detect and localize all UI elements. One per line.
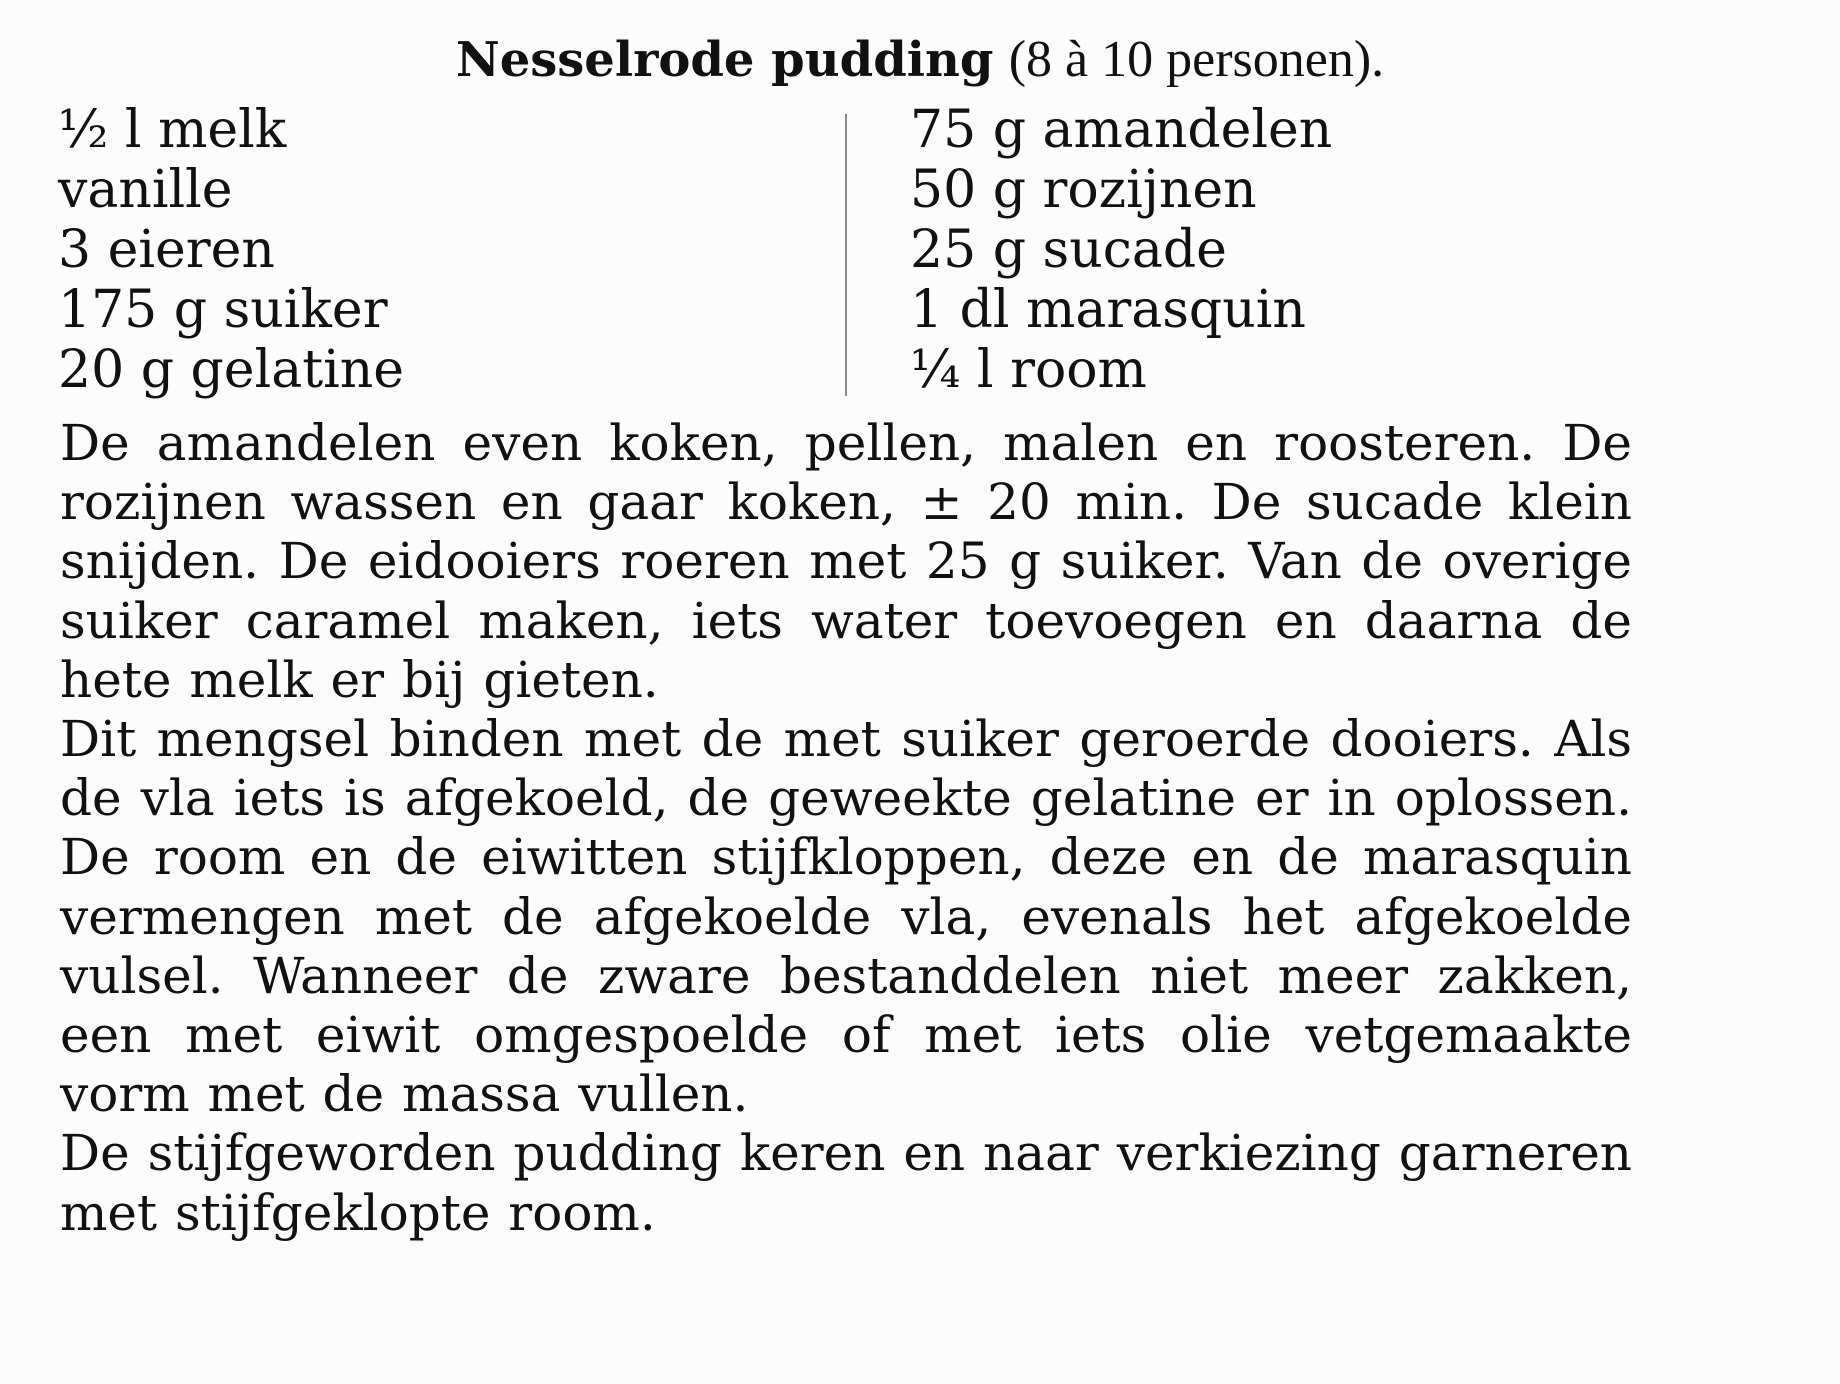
- column-divider: [845, 114, 847, 396]
- ingredient-column-right: [910, 100, 1332, 400]
- ingredient-item: 75 g amandelen: [910, 100, 1333, 160]
- ingredient-item: 20 g gelatine: [58, 340, 404, 400]
- ingredient-item: 25 g sucade: [910, 220, 1227, 280]
- ingredient-item: vanille: [58, 160, 233, 220]
- recipe-title: [0, 20, 1840, 100]
- recipe-servings: (8 à 10 personen).: [1008, 31, 1385, 88]
- ingredient-item: ½ l melk: [58, 100, 287, 160]
- ingredient-column-left: [58, 100, 404, 400]
- ingredient-item: 1 dl marasquin: [910, 280, 1306, 340]
- recipe-name: Nesselrode pudding: [455, 32, 994, 88]
- instruction-paragraph: De stijfgeworden pudding keren en naar verkiezing garneren met stijfgeklopte room.: [60, 1124, 1632, 1242]
- instruction-paragraph: Dit mengsel binden met de met suiker geroerde dooiers. Als de vla iets is afgekoeld, de geweekte gelatine er in oplossen. De room en de eiwitten stijfkloppen, deze en de marasquin vermengen met de afgekoelde vla, evenals het afgekoelde vulsel. Wanneer de zware bestanddelen niet meer zakken, een met eiwit omgespoelde of met iets olie vetgemaakte vorm met de massa vullen.: [60, 710, 1632, 1124]
- instruction-paragraph: De amandelen even koken, pellen, malen en roosteren. De rozijnen wassen en gaar koken, ± 20 min. De sucade klein snijden. De eidooiers roeren met 25 g suiker. Van de overige suiker caramel maken, iets water toevoegen en daarna de hete melk er bij gieten.: [60, 414, 1632, 709]
- ingredient-item: ¼ l room: [910, 340, 1147, 400]
- instructions: [60, 414, 1632, 1243]
- ingredient-item: 175 g suiker: [58, 280, 388, 340]
- ingredient-item: 3 eieren: [58, 220, 275, 280]
- ingredient-item: 50 g rozijnen: [910, 160, 1257, 220]
- ingredient-list: [58, 100, 1778, 405]
